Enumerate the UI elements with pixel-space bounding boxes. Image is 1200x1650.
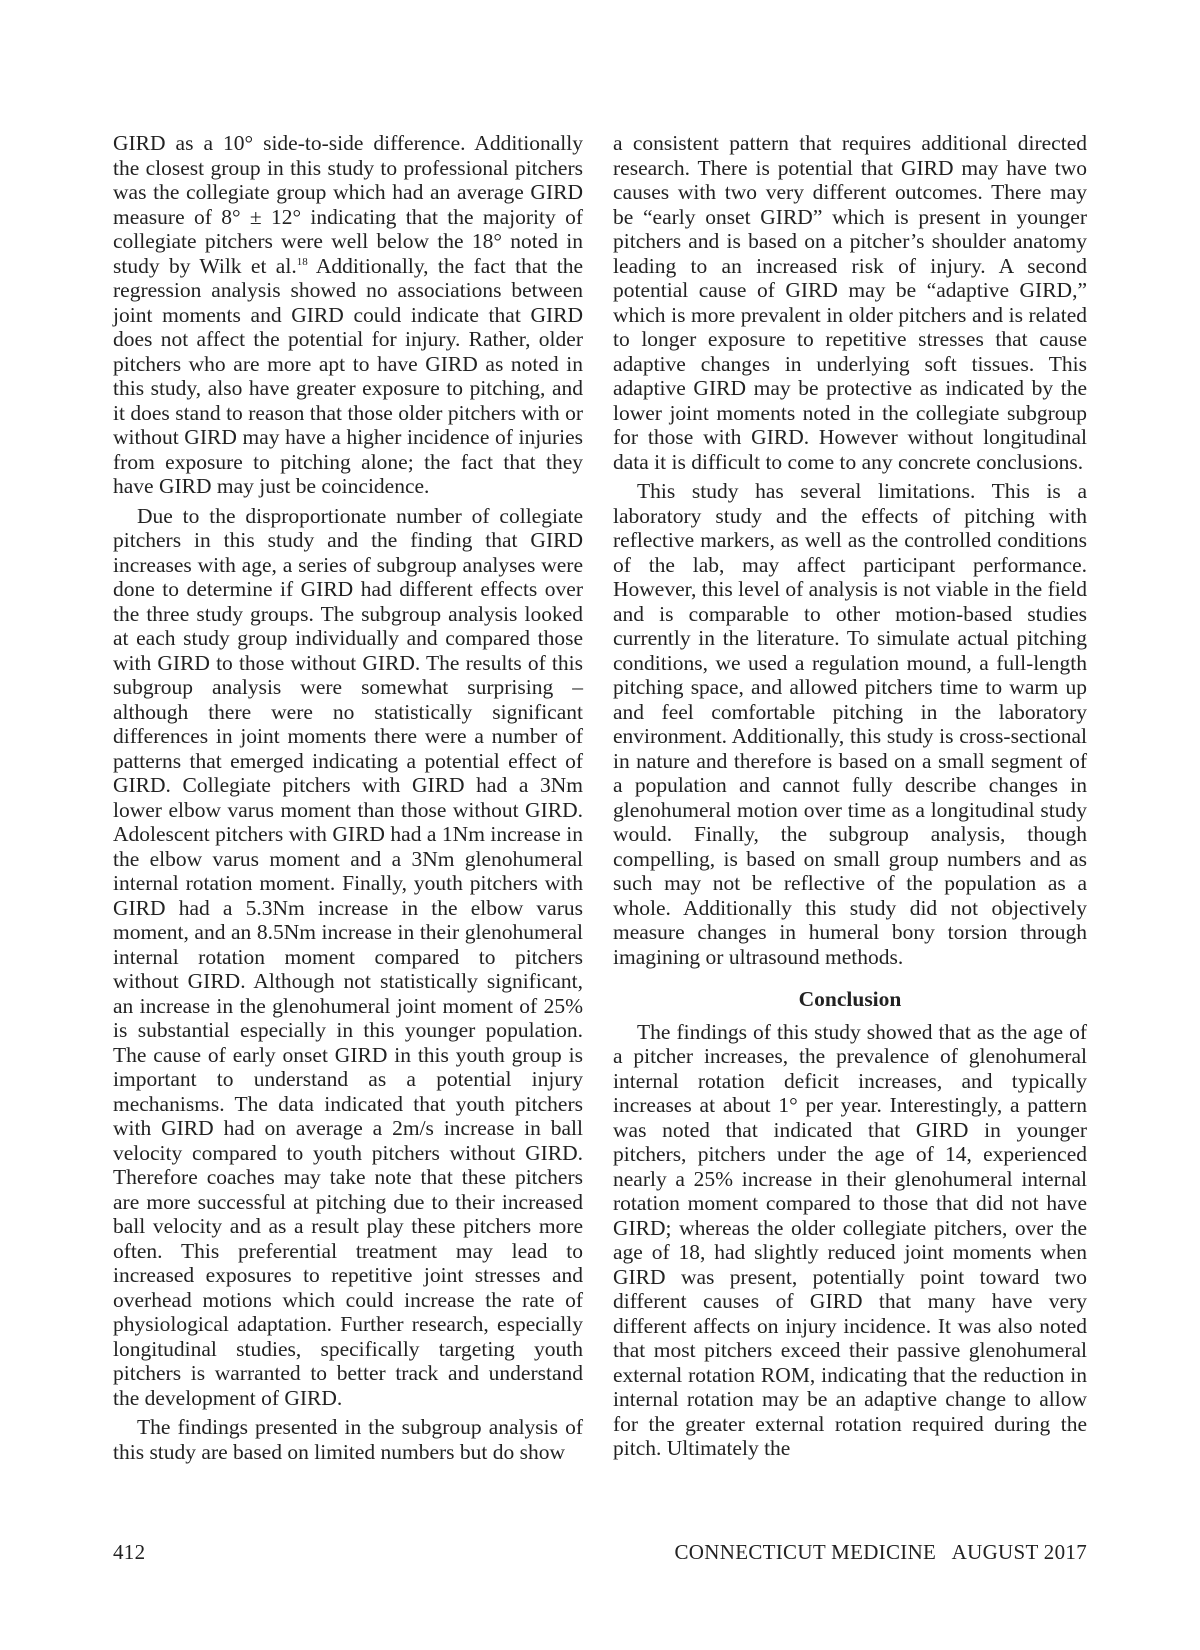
- conclusion-heading: Conclusion: [798, 987, 902, 1011]
- right-paragraph-2: This study has several limitations. This is a laboratory study and the effects of pitching with reflective markers, as well as the controlled conditions of the lab, may affect participant performance. However, this level of analysis is not viable in the field and is comparable to other motion-based studies currently in the literature. To simulate actual pitching conditions, we used a regulation mound, a full-length pitching space, and allowed pitchers time to warm up and feel comfortable pitching in the laboratory environment. Additionally, this study is cross-sectional in nature and therefore is based on a small segment of a population and cannot fully describe changes in glenohumeral motion over time as a longitudinal study would. Finally, the subgroup analysis, though compelling, is based on small group numbers and as such may not be reflective of the population as a whole. Additionally this study did not objectively measure changes in humeral bony torsion through imagining or ultrasound methods.: [613, 479, 1087, 969]
- left-paragraph-3: The findings presented in the subgroup analysis of this study are based on limited numbers but do show: [113, 1415, 583, 1464]
- right-paragraph-1: a consistent pattern that requires additional directed research. There is potential that GIRD may have two causes with two very different outcomes. There may be “early onset GIRD” which is present in younger pitchers and is based on a pitcher’s shoulder anatomy leading to an increased risk of injury. A second potential cause of GIRD may be “adaptive GIRD,” which is more prevalent in older pitchers and is related to longer exposure to repetitive stresses that cause adaptive changes in underlying soft tissues. This adaptive GIRD may be protective as indicated by the lower joint moments noted in the collegiate subgroup for those with GIRD. However without longitudinal data it is difficult to come to any concrete conclusions.: [613, 131, 1087, 474]
- reference-superscript: 18: [296, 255, 308, 268]
- left-paragraph-1: [113, 131, 583, 499]
- running-footer-title: CONNECTICUT MEDICINE AUGUST 2017: [674, 1540, 1087, 1564]
- left-paragraph-2: Due to the disproportionate number of collegiate pitchers in this study and the finding that GIRD increases with age, a series of subgroup analyses were done to determine if GIRD had different effects over the three study groups. The subgroup analysis looked at each study group individually and compared those with GIRD to those without GIRD. The results of this subgroup analysis were somewhat surprising – although there were no statistically significant differences in joint moments there were a number of patterns that emerged indicating a potential effect of GIRD. Collegiate pitchers with GIRD had a 3Nm lower elbow varus moment than those without GIRD. Adolescent pitchers with GIRD had a 1Nm increase in the elbow varus moment and a 3Nm glenohumeral internal rotation moment. Finally, youth pitchers with GIRD had a 5.3Nm increase in the elbow varus moment, and an 8.5Nm increase in their glenohumeral internal rotation moment compared to pitchers without GIRD. Although not statistically significant, an increase in the glenohumeral joint moment of 25% is substantial especially in this younger population. The cause of early onset GIRD in this youth group is important to understand as a potential injury mechanisms. The data indicated that youth pitchers with GIRD had on average a 2m/s increase in ball velocity compared to youth pitchers without GIRD. Therefore coaches may take note that these pitchers are more successful at pitching due to their increased ball velocity and as a result play these pitchers more often. This preferential treatment may lead to increased exposures to repetitive joint stresses and overhead motions which could increase the rate of physiological adaptation. Further research, especially longitudinal studies, specifically targeting youth pitchers is warranted to better track and understand the development of GIRD.: [113, 503, 583, 1410]
- right-column: [613, 131, 1087, 1461]
- left-column: [113, 131, 583, 1464]
- left-paragraph-1-text-a: GIRD as a 10° side-to-side difference. Additionally the closest group in this study to professional pitchers was the collegiate group which had an average GIRD measure of 8° ± 12° indicating that the majority of collegiate pitchers were well below the 18° noted in study by Wilk et al.: [113, 131, 583, 278]
- left-paragraph-1-text-b: Additionally, the fact that the regression analysis showed no associations between joint moments and GIRD could indicate that GIRD does not affect the potential for injury. Rather, older pitchers who are more apt to have GIRD as noted in this study, also have greater exposure to pitching, and it does stand to reason that those older pitchers with or without GIRD may have a higher incidence of injuries from exposure to pitching alone; the fact that they have GIRD may just be coincidence.: [113, 253, 583, 498]
- right-paragraph-3: The findings of this study showed that as the age of a pitcher increases, the prevalence of glenohumeral internal rotation deficit increases, and typically increases at about 1° per year. Interestingly, a pattern was noted that indicated that GIRD in younger pitchers, pitchers under the age of 14, experienced nearly a 25% increase in their glenohumeral internal rotation moment compared to those that did not have GIRD; whereas the older collegiate pitchers, over the age of 18, had slightly reduced joint moments when GIRD was present, potentially point toward two different causes of GIRD that many have very different affects on injury incidence. It was also noted that most pitchers exceed their passive glenohumeral external rotation ROM, indicating that the reduction in internal rotation may be an adaptive change to allow for the greater external rotation required during the pitch. Ultimately the: [613, 1019, 1087, 1460]
- page-number: 412: [113, 1540, 146, 1564]
